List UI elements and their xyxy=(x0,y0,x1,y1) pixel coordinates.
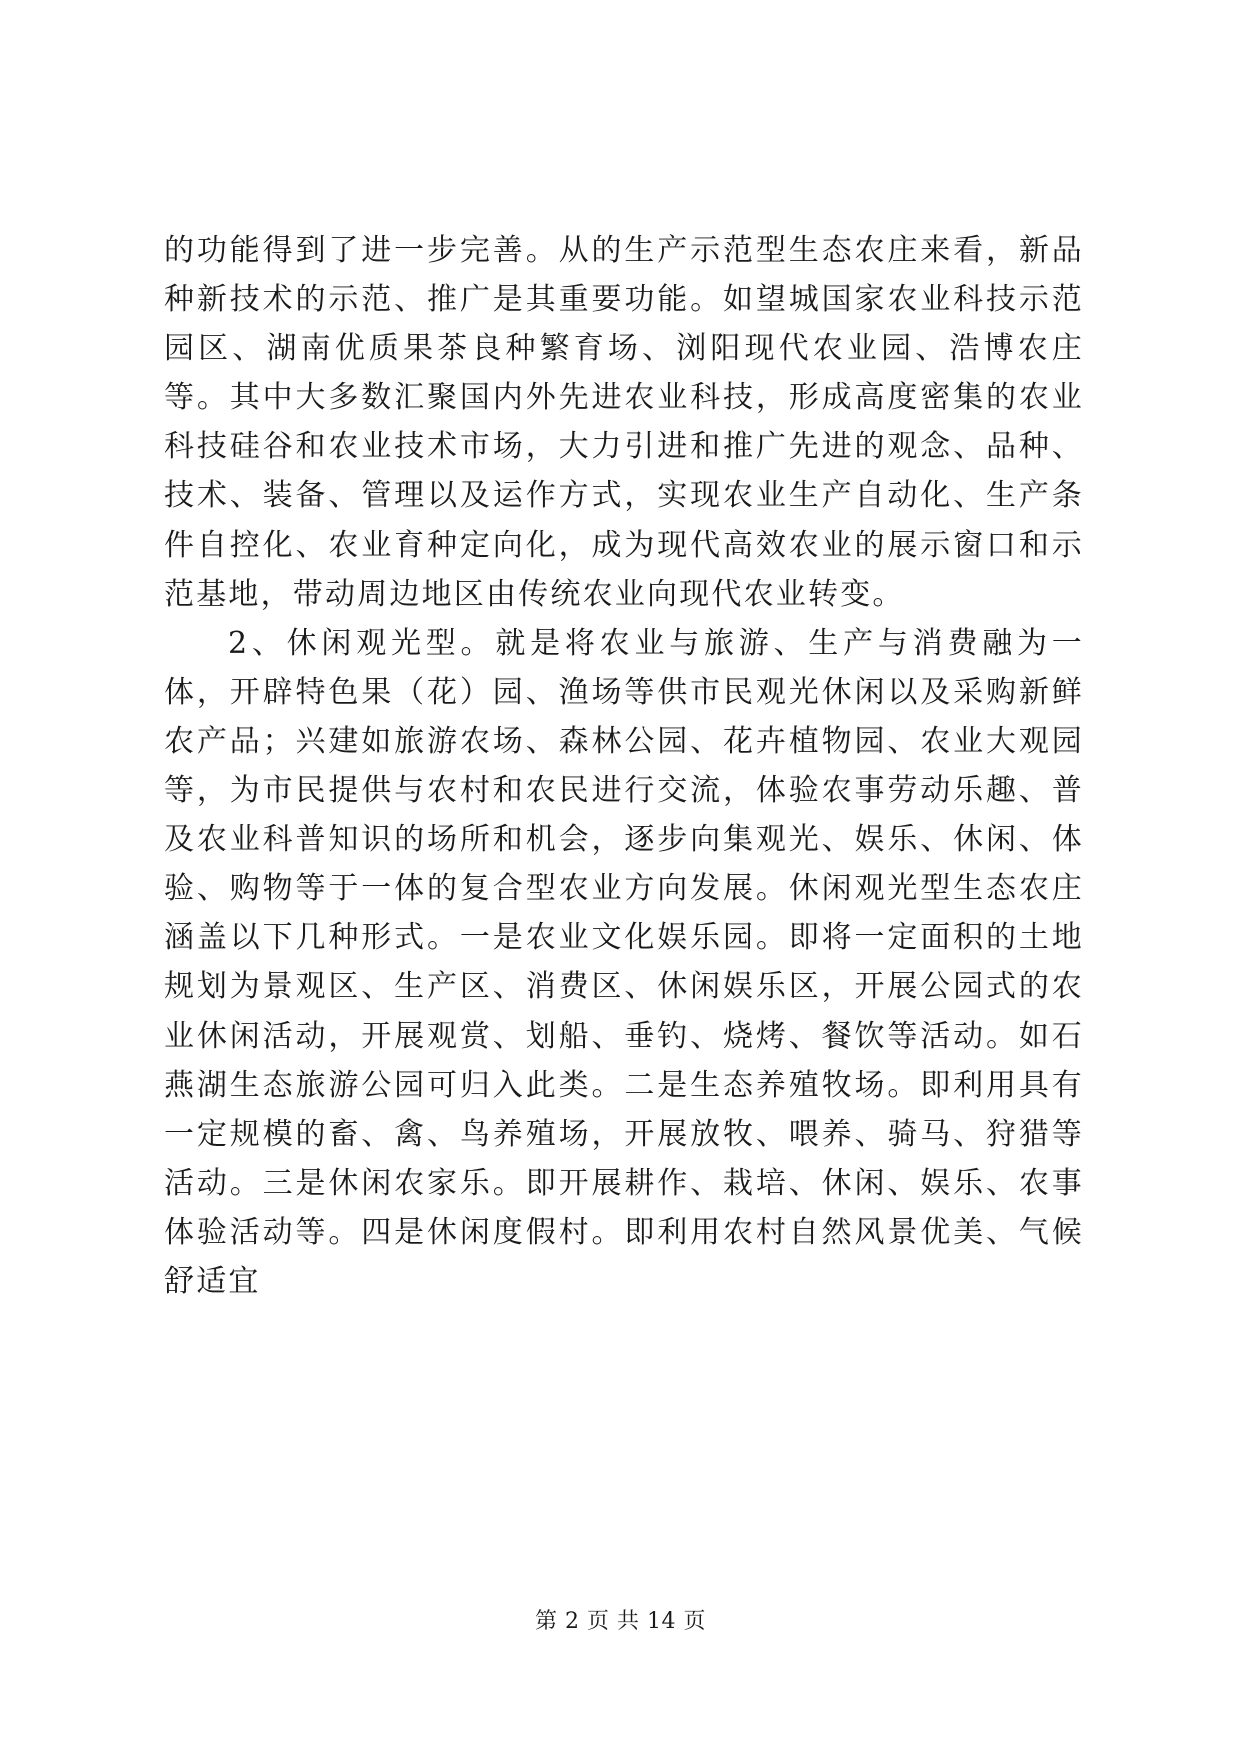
paragraph-leisure-sightseeing: 2、休闲观光型。就是将农业与旅游、生产与消费融为一体，开辟特色果（花）园、渔场等供市民观光休闲以及采购新鲜农产品；兴建如旅游农场、森林公园、花卉植物园、农业大观园等，为市民提供与农村和农民进行交流，体验农事劳动乐趣、普及农业科普知识的场所和机会，逐步向集观光、娱乐、休闲、体验、购物等于一体的复合型农业方向发展。休闲观光型生态农庄涵盖以下几种形式。一是农业文化娱乐园。即将一定面积的土地规划为景观区、生产区、消费区、休闲娱乐区，开展公园式的农业休闲活动，开展观赏、划船、垂钓、烧烤、餐饮等活动。如石燕湖生态旅游公园可归入此类。二是生态养殖牧场。即利用具有一定规模的畜、禽、鸟养殖场，开展放牧、喂养、骑马、狩猎等活动。三是休闲农家乐。即开展耕作、栽培、休闲、娱乐、农事体验活动等。四是休闲度假村。即利用农村自然风景优美、气候舒适宜 xyxy=(164,625,1084,1299)
page-number-footer: 第 2 页 共 14 页 xyxy=(535,1609,706,1634)
body-text xyxy=(164,226,1084,1306)
paragraph-continuation: 的功能得到了进一步完善。从的生产示范型生态农庄来看，新品种新技术的示范、推广是其重要功能。如望城国家农业科技示范园区、湖南优质果茶良种繁育场、浏阳现代农业园、浩博农庄等。其中大多数汇聚国内外先进农业科技，形成高度密集的农业科技硅谷和农业技术市场，大力引进和推广先进的观念、品种、技术、装备、管理以及运作方式，实现农业生产自动化、生产条件自控化、农业育种定向化，成为现代高效农业的展示窗口和示范基地，带动周边地区由传统农业向现代农业转变。 xyxy=(164,233,1084,612)
